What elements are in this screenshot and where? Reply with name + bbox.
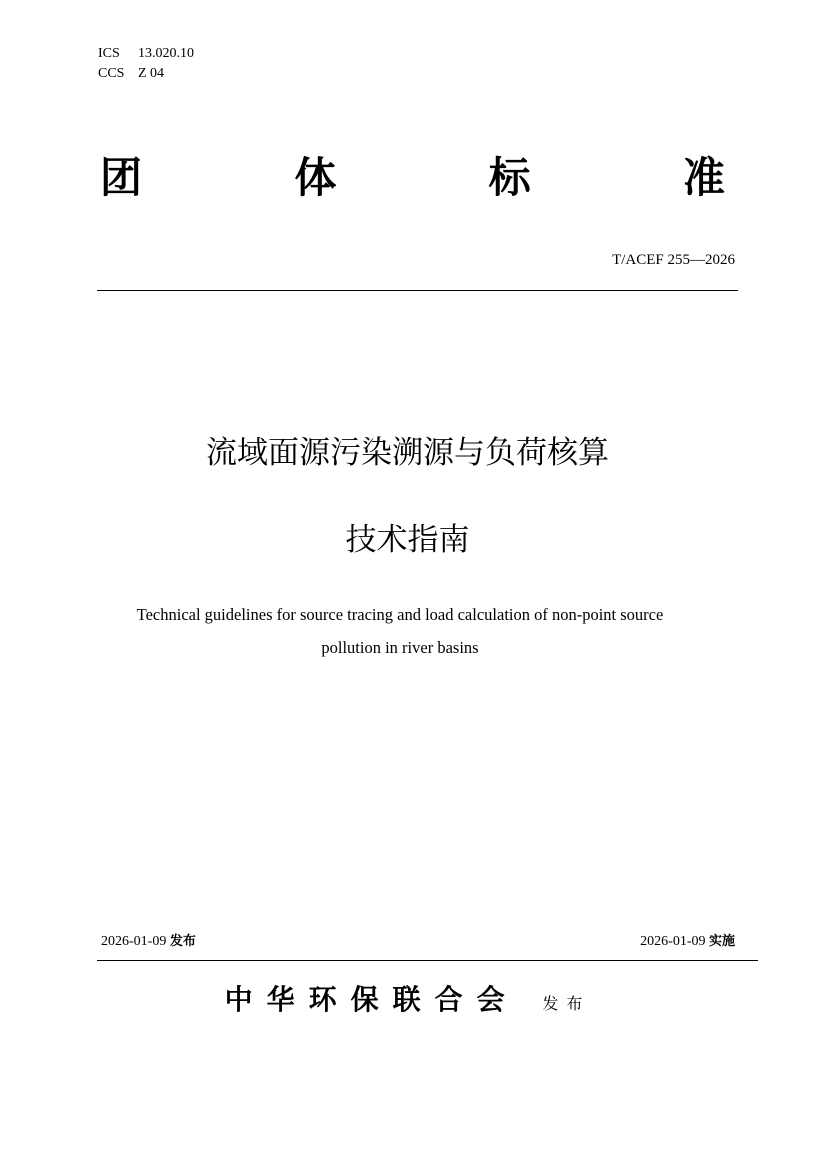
english-title <box>60 598 740 664</box>
english-title-line-2: pollution in river basins <box>321 638 479 657</box>
heading-char-1: 团 <box>100 153 143 202</box>
standard-type-heading <box>100 150 725 206</box>
heading-char-2: 体 <box>294 153 337 202</box>
publisher-suffix: 发布 <box>542 994 591 1013</box>
effective-date <box>640 930 735 950</box>
ics-value: 13.020.10 <box>138 46 194 61</box>
bottom-divider <box>97 960 758 961</box>
publish-date-value: 2026-01-09 <box>101 934 167 949</box>
classification-codes <box>98 44 194 84</box>
publisher-name: 中华环保联合会 <box>224 983 519 1016</box>
effective-date-value: 2026-01-09 <box>640 934 706 949</box>
ics-label: ICS <box>98 46 120 61</box>
effective-date-label: 实施 <box>708 934 735 949</box>
ccs-label: CCS <box>98 66 125 81</box>
publish-date-label: 发布 <box>169 934 196 949</box>
standard-number: T/ACEF 255—2026 <box>612 252 735 268</box>
publisher <box>0 978 815 1018</box>
ccs-line <box>98 64 194 84</box>
chinese-title-line-2: 技术指南 <box>345 522 470 558</box>
heading-char-3: 标 <box>488 153 531 202</box>
ccs-value: Z 04 <box>138 66 165 81</box>
heading-char-4: 准 <box>682 153 725 202</box>
english-title-line-1: Technical guidelines for source tracing and load calculation of non-point source <box>136 605 664 624</box>
ics-line <box>98 44 194 64</box>
top-divider <box>97 290 738 291</box>
chinese-title-line-1: 流域面源污染溯源与负荷核算 <box>206 435 609 471</box>
publish-date <box>101 930 196 950</box>
